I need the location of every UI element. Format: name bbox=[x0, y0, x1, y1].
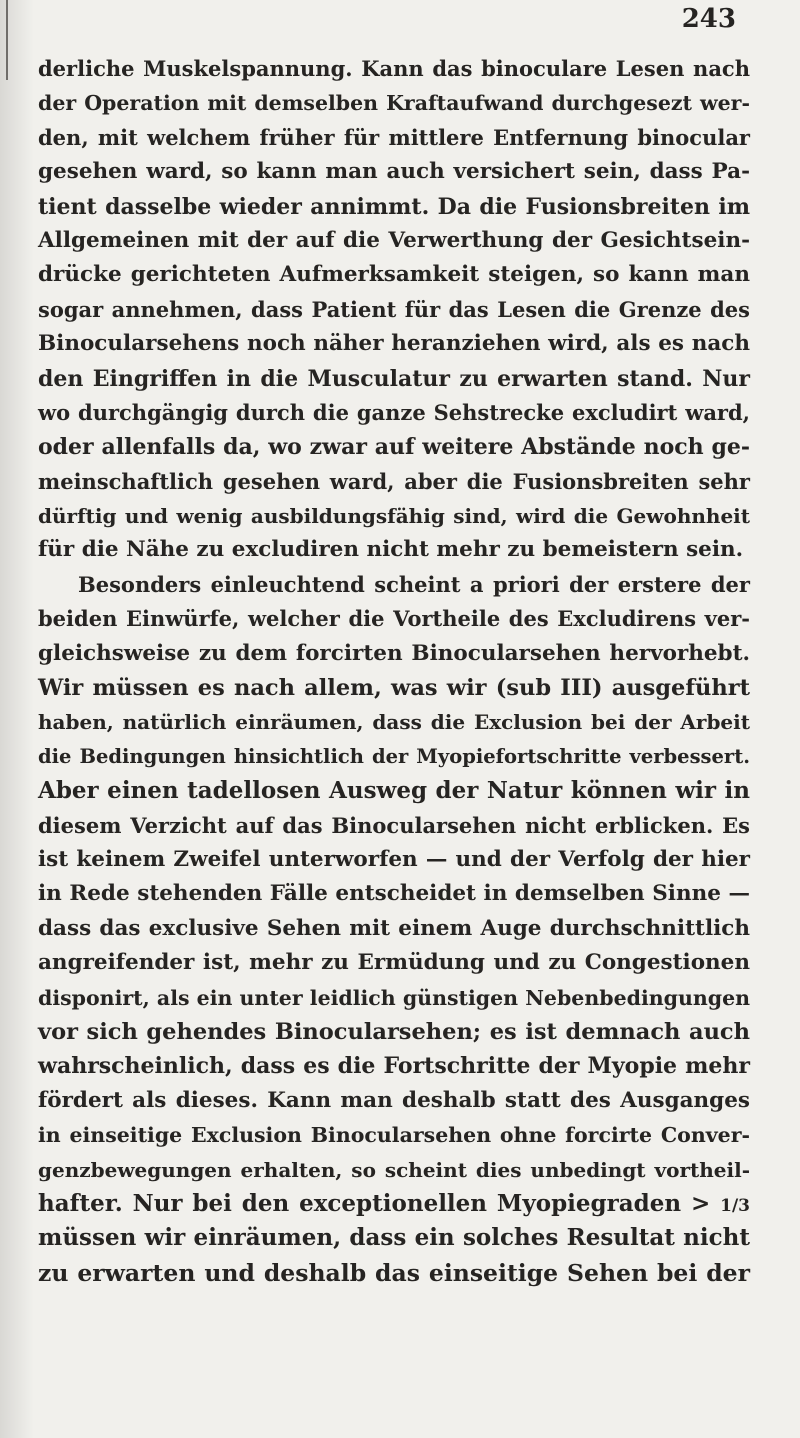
text-line: vor sich gehendes Binocularsehen; es ist demnach auch bbox=[38, 1018, 750, 1045]
text-line: wo durchgängig durch die ganze Sehstrecke excludirt ward, bbox=[38, 399, 750, 425]
text-line: Besonders einleuchtend scheint a priori der erstere der bbox=[78, 571, 750, 597]
text-line: oder allenfalls da, wo zwar auf weitere Abstände noch ge- bbox=[38, 434, 750, 461]
text-line: fördert als dieses. Kann man deshalb statt des Ausganges bbox=[38, 1087, 750, 1113]
text-line: beiden Einwürfe, welcher die Vortheile des Excludirens ver- bbox=[38, 606, 750, 632]
text-line: zu erwarten und deshalb das einseitige Sehen bei der bbox=[38, 1258, 750, 1287]
text-line: drücke gerichteten Aufmerksamkeit steigen, so kann man bbox=[38, 262, 750, 288]
text-line: Wir müssen es nach allem, was wir (sub III) ausgeführt bbox=[38, 675, 750, 702]
text-line: sogar annehmen, dass Patient für das Lesen die Grenze des bbox=[38, 296, 750, 322]
text-line: Aber einen tadellosen Ausweg der Natur können wir in bbox=[38, 777, 750, 805]
fraction-one-third: 1/3 bbox=[720, 1195, 750, 1216]
text-line: die Bedingungen hinsichtlich der Myopiefortschritte verbessert. bbox=[38, 744, 750, 768]
text-line: tient dasselbe wieder annimmt. Da die Fusionsbreiten im bbox=[38, 193, 750, 220]
text-line: den Eingriffen in die Musculatur zu erwarten stand. Nur bbox=[38, 365, 750, 392]
text-line: dürftig und wenig ausbildungsfähig sind, wird die Gewohnheit bbox=[38, 504, 750, 529]
page-edge-line bbox=[6, 0, 8, 80]
text-line: Allgemeinen mit der auf die Verwerthung der Gesichtsein- bbox=[38, 227, 750, 253]
text-line: derliche Muskelspannung. Kann das binoculare Lesen nach bbox=[38, 56, 750, 81]
text-line: in Rede stehenden Fälle entscheidet in demselben Sinne — bbox=[38, 881, 750, 907]
text-line: müssen wir einräumen, dass ein solches Resultat nicht bbox=[38, 1224, 750, 1252]
scan-shadow bbox=[0, 0, 34, 1438]
text-line: diesem Verzicht auf das Binocularsehen nicht erblicken. Es bbox=[38, 812, 750, 838]
text-line: für die Nähe zu excludiren nicht mehr zu bemeistern sein. bbox=[38, 537, 744, 563]
text-line: ist keinem Zweifel unterworfen — und der Verfolg der hier bbox=[38, 846, 750, 872]
text-line: disponirt, als ein unter leidlich günstigen Nebenbedingungen bbox=[38, 985, 751, 1010]
text-line: gesehen ward, so kann man auch versichert sein, dass Pa- bbox=[38, 159, 750, 185]
text-line-with-fraction bbox=[38, 1187, 750, 1221]
text-line: genzbewegungen erhalten, so scheint dies unbedingt vortheil- bbox=[38, 1157, 750, 1182]
text-line: wahrscheinlich, dass es die Fortschritte der Myopie mehr bbox=[38, 1053, 750, 1080]
text-line: in einseitige Exclusion Binocularsehen ohne forcirte Conver- bbox=[38, 1123, 750, 1148]
body-text bbox=[38, 52, 750, 1290]
text-line: der Operation mit demselben Kraftaufwand durchgesezt wer- bbox=[38, 91, 750, 116]
text-line: angreifender ist, mehr zu Ermüdung und zu Congestionen bbox=[38, 950, 750, 976]
text-line-segment: hafter. Nur bei den exceptionellen Myopiegraden > bbox=[38, 1189, 711, 1217]
text-line: meinschaftlich gesehen ward, aber die Fusionsbreiten sehr bbox=[38, 468, 750, 494]
page-number: 243 bbox=[681, 4, 736, 34]
text-line: dass das exclusive Sehen mit einem Auge durchschnittlich bbox=[38, 915, 750, 941]
text-line: Binocularsehens noch näher heranziehen wird, als es nach bbox=[38, 331, 750, 357]
text-line: gleichsweise zu dem forcirten Binocularsehen hervorhebt. bbox=[38, 640, 750, 666]
text-line: haben, natürlich einräumen, dass die Exclusion bei der Arbeit bbox=[38, 710, 750, 735]
text-line: den, mit welchem früher für mittlere Entfernung binocular bbox=[38, 124, 750, 150]
